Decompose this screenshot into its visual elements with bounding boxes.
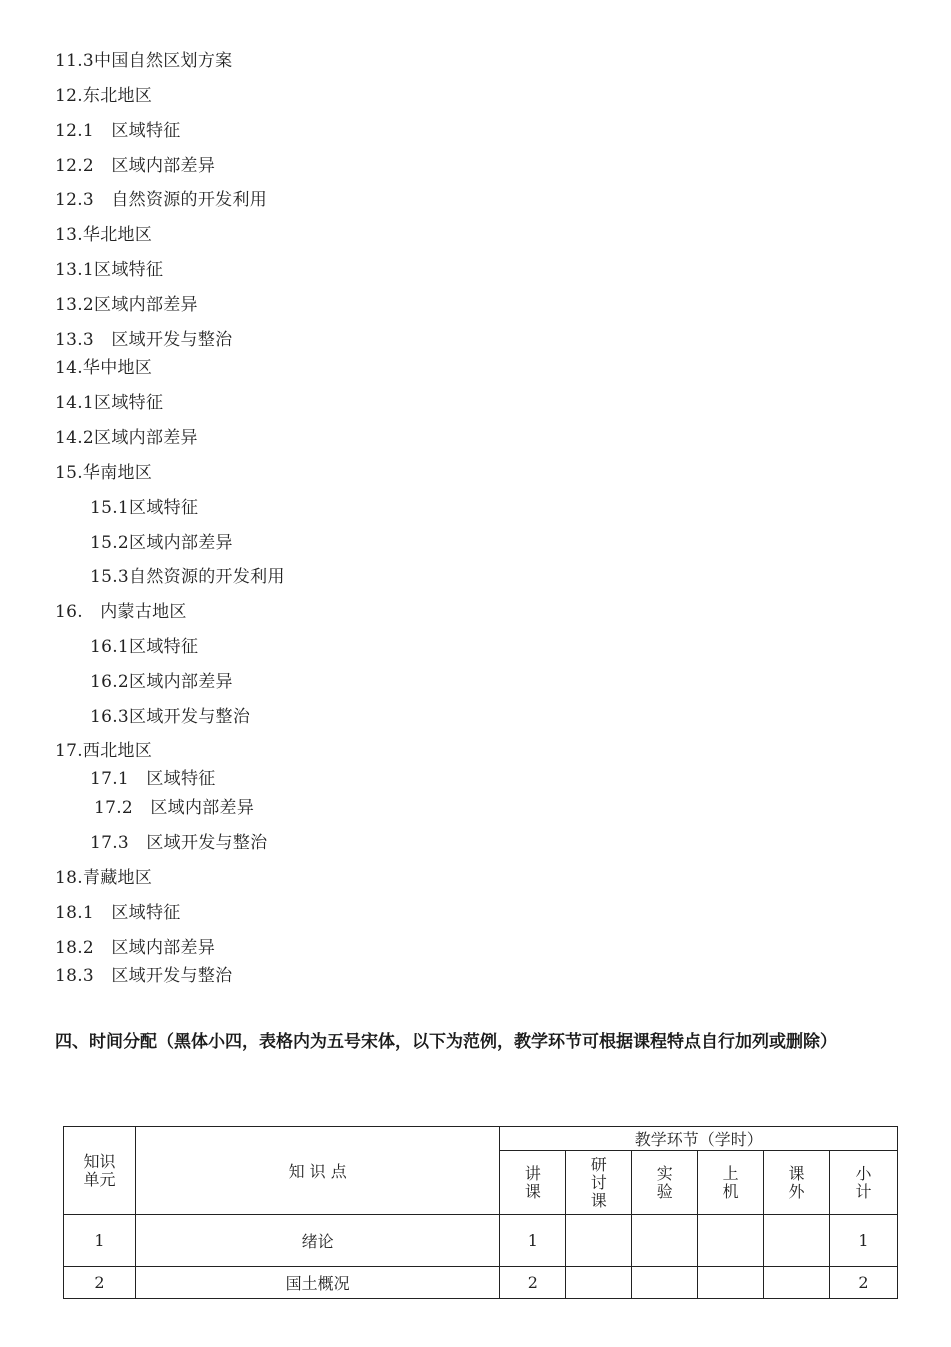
time-allocation-table <box>63 1126 898 1299</box>
col-header-cell <box>698 1151 764 1215</box>
unit-header-cell <box>64 1127 136 1215</box>
outline-subitem: 15.2区域内部差异 <box>90 533 233 553</box>
group-header-cell <box>500 1127 898 1151</box>
group-header: 教学环节（学时） <box>634 1130 763 1149</box>
outline-item: 12.1 区域特征 <box>55 121 181 141</box>
value-cell <box>698 1267 764 1299</box>
outline-item: 18.1 区域特征 <box>55 903 181 923</box>
value-cell: 1 <box>500 1215 566 1267</box>
value-cell: 2 <box>500 1267 566 1299</box>
value-cell <box>632 1215 698 1267</box>
col-header-cell <box>566 1151 632 1215</box>
value-cell <box>566 1267 632 1299</box>
col-header-cell <box>632 1151 698 1215</box>
value-cell <box>632 1267 698 1299</box>
value-cell: 2 <box>830 1267 898 1299</box>
value-cell <box>764 1267 830 1299</box>
outline-item: 12.东北地区 <box>55 86 153 106</box>
outline-item: 13.1区域特征 <box>55 260 164 280</box>
point-cell: 绪论 <box>135 1215 499 1267</box>
col-header-cell <box>500 1151 566 1215</box>
outline-item: 11.3中国自然区划方案 <box>55 51 233 71</box>
point-cell: 国土概况 <box>135 1267 499 1299</box>
outline-subitem: 16.1区域特征 <box>90 637 199 657</box>
table-row <box>64 1267 898 1299</box>
point-header: 知 识 点 <box>288 1162 347 1181</box>
outline-item: 15.华南地区 <box>55 463 153 483</box>
outline-item: 12.3 自然资源的开发利用 <box>55 190 268 210</box>
col-header-subtotal: 小计 <box>855 1163 872 1201</box>
outline-subitem: 16.2区域内部差异 <box>90 672 233 692</box>
outline-item: 13.3 区域开发与整治 <box>55 330 233 350</box>
unit-cell: 1 <box>64 1215 136 1267</box>
outline-subitem: 17.1 区域特征 <box>90 769 216 789</box>
value-cell <box>764 1215 830 1267</box>
outline-subitem: 17.2 区域内部差异 <box>94 798 255 818</box>
outline-item: 17.西北地区 <box>55 741 153 761</box>
unit-cell: 2 <box>64 1267 136 1299</box>
col-header-cell <box>830 1151 898 1215</box>
table-header-row <box>64 1127 898 1151</box>
value-cell <box>698 1215 764 1267</box>
col-header-lecture: 讲课 <box>524 1163 541 1201</box>
outline-item: 18.3 区域开发与整治 <box>55 966 233 986</box>
outline-subitem: 17.3 区域开发与整治 <box>90 833 268 853</box>
outline-subitem: 15.3自然资源的开发利用 <box>90 567 285 587</box>
table-row <box>64 1215 898 1267</box>
col-header-cell <box>764 1151 830 1215</box>
section-heading: 四、时间分配（黑体小四，表格内为五号宋体，以下为范例，教学环节可根据课程特点自行加列或删除） <box>55 1032 837 1052</box>
outline-item: 14.2区域内部差异 <box>55 428 198 448</box>
point-header-cell <box>135 1127 499 1215</box>
outline-item: 14.华中地区 <box>55 358 153 378</box>
value-cell <box>566 1215 632 1267</box>
col-header-seminar: 研讨课 <box>590 1154 607 1210</box>
value-cell: 1 <box>830 1215 898 1267</box>
col-header-computer: 上机 <box>722 1163 739 1201</box>
col-header-extracurricular: 课外 <box>788 1163 805 1201</box>
outline-item: 18.青藏地区 <box>55 868 153 888</box>
outline-item: 13.2区域内部差异 <box>55 295 198 315</box>
outline-item: 18.2 区域内部差异 <box>55 938 216 958</box>
outline-subitem: 15.1区域特征 <box>90 498 199 518</box>
outline-item: 12.2 区域内部差异 <box>55 156 216 176</box>
unit-header: 知识单元 <box>83 1151 116 1189</box>
outline-item: 13.华北地区 <box>55 225 153 245</box>
outline-item: 14.1区域特征 <box>55 393 164 413</box>
outline-item: 16. 内蒙古地区 <box>55 602 187 622</box>
outline-subitem: 16.3区域开发与整治 <box>90 707 251 727</box>
col-header-experiment: 实验 <box>656 1163 673 1201</box>
